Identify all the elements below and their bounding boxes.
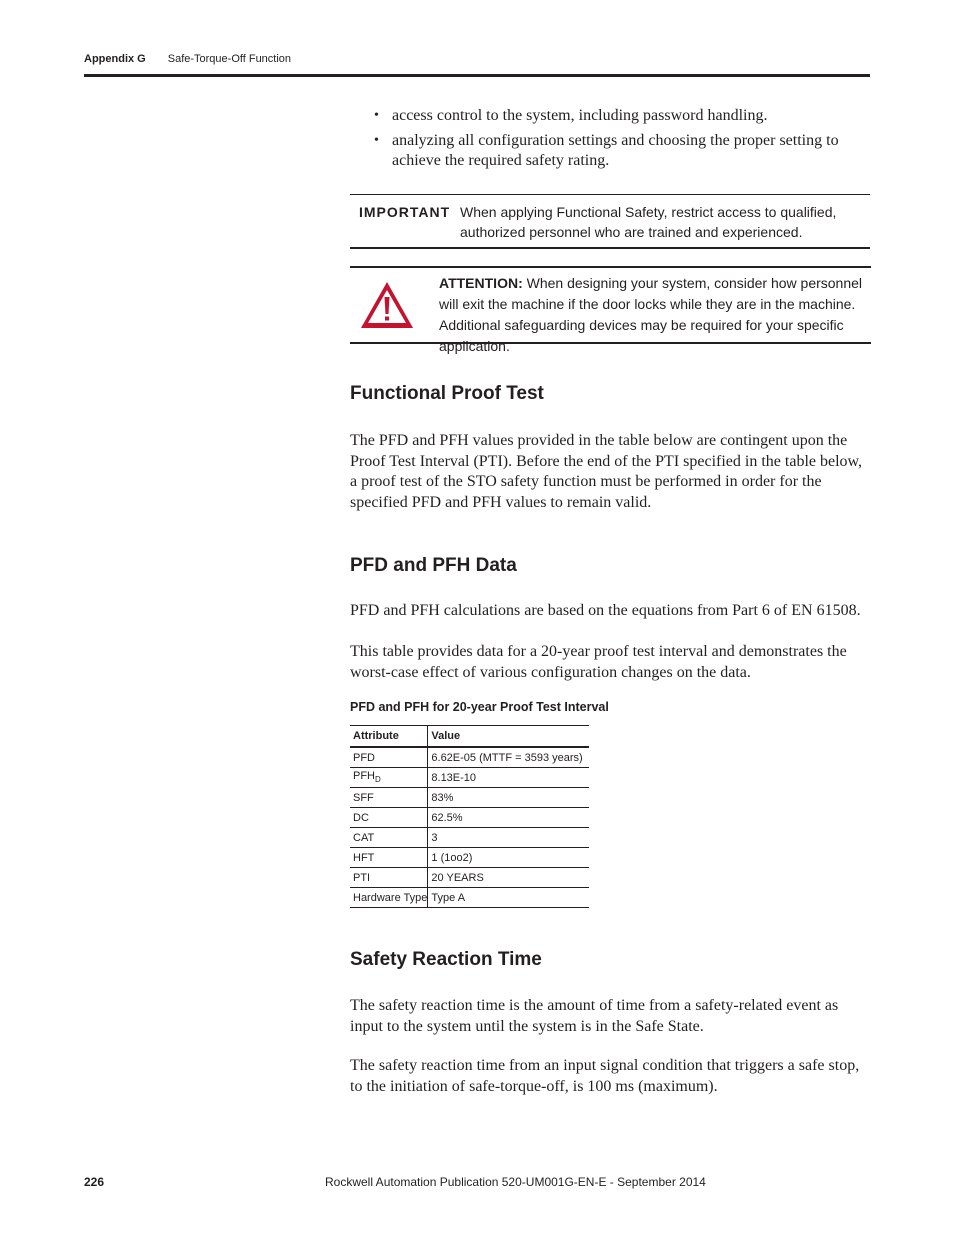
- table-row: [350, 888, 589, 908]
- table-row: [350, 808, 589, 828]
- table-caption: PFD and PFH for 20-year Proof Test Interval: [350, 700, 609, 714]
- value-cell: 1 (1oo2): [428, 848, 589, 868]
- attention-label: ATTENTION:: [439, 275, 523, 291]
- important-notice: [350, 194, 870, 249]
- value-cell: 8.13E-10: [428, 768, 589, 788]
- table-row: [350, 768, 589, 788]
- heading-functional-proof-test: Functional Proof Test: [350, 383, 544, 404]
- attention-text: [439, 273, 864, 357]
- publication-info: Rockwell Automation Publication 520-UM001G-EN-E - September 2014: [325, 1175, 706, 1189]
- table-row: [350, 868, 589, 888]
- value-cell: 3: [428, 828, 589, 848]
- pfd-pfh-paragraph-2: This table provides data for a 20-year proof test interval and demonstrates the worst-case effect of various configuration changes on the data.: [350, 643, 847, 681]
- attribute-cell: CAT: [350, 828, 428, 848]
- bullet-text: analyzing all configuration settings and choosing the proper setting to achieve the required safety rating.: [392, 132, 839, 169]
- pfd-pfh-paragraph-1: PFD and PFH calculations are based on the equations from Part 6 of EN 61508.: [350, 602, 861, 619]
- warning-triangle-icon: [359, 280, 415, 330]
- proof-test-paragraph: The PFD and PFH values provided in the table below are contingent upon the Proof Test Interval (PTI). Before the end of the PTI specified in the table below, a proof test of the STO safety function must be performed in order for the specified PFD and PFH values to remain valid.: [350, 432, 863, 511]
- bullet-list: [350, 106, 870, 176]
- heading-pfd-pfh-data: PFD and PFH Data: [350, 555, 517, 576]
- bullet-icon: •: [374, 133, 379, 148]
- attribute-cell: SFF: [350, 788, 428, 808]
- attribute-cell: PTI: [350, 868, 428, 888]
- heading-safety-reaction-time: Safety Reaction Time: [350, 949, 542, 970]
- bullet-icon: •: [374, 108, 379, 123]
- reaction-paragraph-2: The safety reaction time from an input signal condition that triggers a safe stop, to the initiation of safe-torque-off, is 100 ms (maximum).: [350, 1057, 860, 1095]
- important-label: IMPORTANT: [359, 204, 451, 220]
- table-row: [350, 848, 589, 868]
- table-row: [350, 788, 589, 808]
- attribute-cell: PFD: [350, 747, 428, 768]
- page-number: 226: [84, 1175, 105, 1189]
- value-cell: 62.5%: [428, 808, 589, 828]
- attribute-cell: DC: [350, 808, 428, 828]
- appendix-label: Appendix G: [84, 53, 146, 65]
- bullet-item: [350, 131, 870, 171]
- value-cell: Type A: [428, 888, 589, 908]
- running-header: [84, 53, 291, 65]
- attribute-cell: HFT: [350, 848, 428, 868]
- column-header-value: Value: [428, 726, 589, 748]
- attribute-cell: Hardware Type: [350, 888, 428, 908]
- attention-notice: [350, 266, 871, 354]
- bullet-text: access control to the system, including password handling.: [392, 107, 768, 124]
- section-title: Safe-Torque-Off Function: [167, 53, 292, 65]
- table-header-row: [350, 726, 589, 748]
- pfd-pfh-table: [350, 725, 589, 908]
- value-cell: 20 YEARS: [428, 868, 589, 888]
- attribute-cell: $PFH_D$: [350, 768, 428, 788]
- header-rule: [84, 74, 870, 77]
- table-row: [350, 747, 589, 768]
- column-header-attribute: Attribute: [350, 726, 428, 748]
- table-row: [350, 828, 589, 848]
- bullet-item: [350, 106, 870, 126]
- important-text: When applying Functional Safety, restrict access to qualified, authorized personnel who are trained and experienced.: [460, 204, 837, 240]
- reaction-paragraph-1: The safety reaction time is the amount of time from a safety-related event as input to the system until the system is in the Safe State.: [350, 997, 839, 1035]
- value-cell: 6.62E-05 (MTTF = 3593 years): [428, 747, 589, 768]
- attention-body: When designing your system, consider how personnel will exit the machine if the door locks while they are in the machine. Additional safeguarding devices may be required for your specific application.: [439, 275, 863, 354]
- value-cell: 83%: [428, 788, 589, 808]
